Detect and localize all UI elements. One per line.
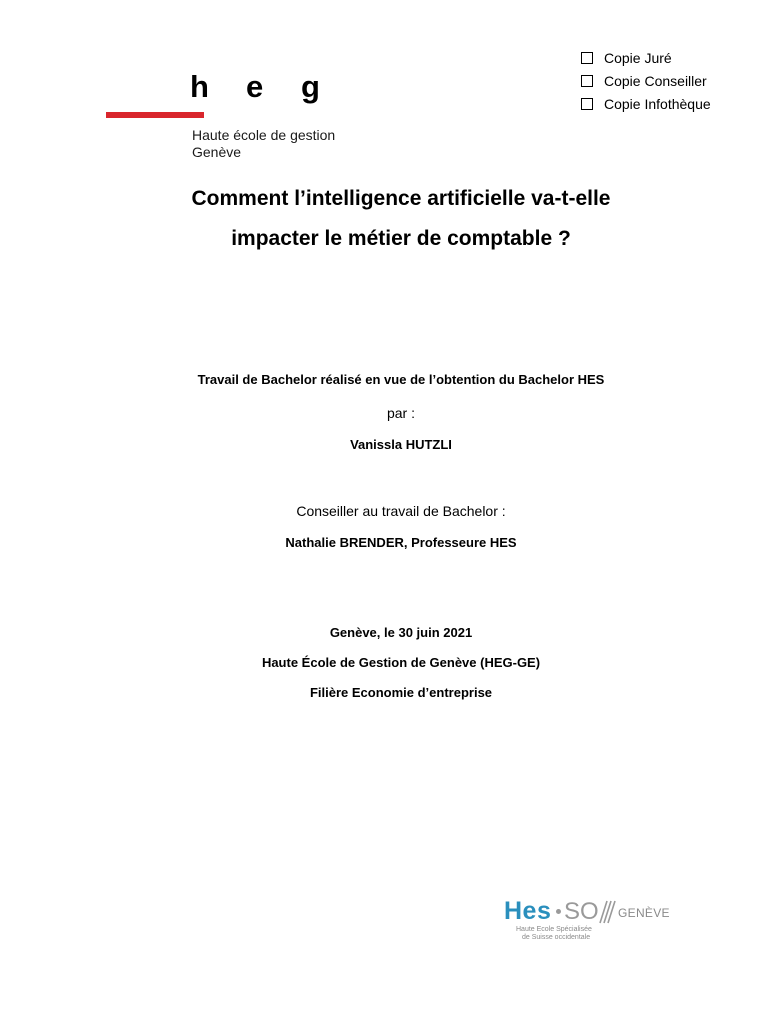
hesso-logo-slashes-icon: [591, 899, 617, 925]
author-name: Vanissla HUTZLI: [350, 437, 452, 452]
hesso-logo-sub1: Haute Ecole Spécialisée: [516, 926, 592, 933]
advisor-label: Conseiller au travail de Bachelor :: [296, 503, 506, 519]
title-line-2: impacter le métier de comptable ?: [231, 227, 571, 250]
copy-jure-label: Copie Juré: [604, 49, 672, 66]
date-place: Genève, le 30 juin 2021: [329, 625, 473, 640]
school-name: Haute École de Gestion de Genève (HEG-GE): [261, 655, 541, 670]
copy-infotheque-label: Copie Infothèque: [604, 95, 711, 112]
heg-logo-letter-e: e: [246, 69, 264, 104]
hesso-logo-geneve: GENÈVE: [618, 906, 670, 920]
copy-infotheque-checkbox[interactable]: [581, 98, 593, 110]
copy-item-infotheque: [578, 92, 758, 115]
copy-jure-checkbox[interactable]: [581, 52, 593, 64]
title-line-1: Comment l’intelligence artificielle va-t-elle: [191, 187, 611, 210]
hesso-logo: [504, 896, 684, 946]
heg-logo-letter-h: h: [190, 69, 209, 104]
hesso-logo-dot: [556, 909, 561, 914]
hesso-logo-so: SO: [564, 898, 599, 925]
copy-checklist: [578, 46, 758, 115]
par-label: par :: [386, 405, 415, 421]
hesso-logo-sub2: de Suisse occidentale: [522, 934, 591, 941]
heg-logo-red-bar: [106, 112, 204, 118]
thesis-subtitle: Travail de Bachelor réalisé en vue de l’obtention du Bachelor HES: [197, 372, 605, 387]
copy-conseiller-checkbox[interactable]: [581, 75, 593, 87]
copy-item-conseiller: [578, 69, 758, 92]
heg-logo-line2: Genève: [192, 144, 242, 160]
hesso-logo-hes: Hes: [504, 897, 552, 925]
program-name: Filière Economie d’entreprise: [309, 685, 493, 700]
heg-logo-line1: Haute école de gestion: [192, 127, 336, 143]
copy-conseiller-label: Copie Conseiller: [604, 72, 707, 89]
heg-logo-letter-g: g: [301, 69, 320, 104]
advisor-name: Nathalie BRENDER, Professeure HES: [285, 535, 517, 550]
heg-logo: [106, 66, 356, 166]
copy-item-jure: [578, 46, 758, 69]
